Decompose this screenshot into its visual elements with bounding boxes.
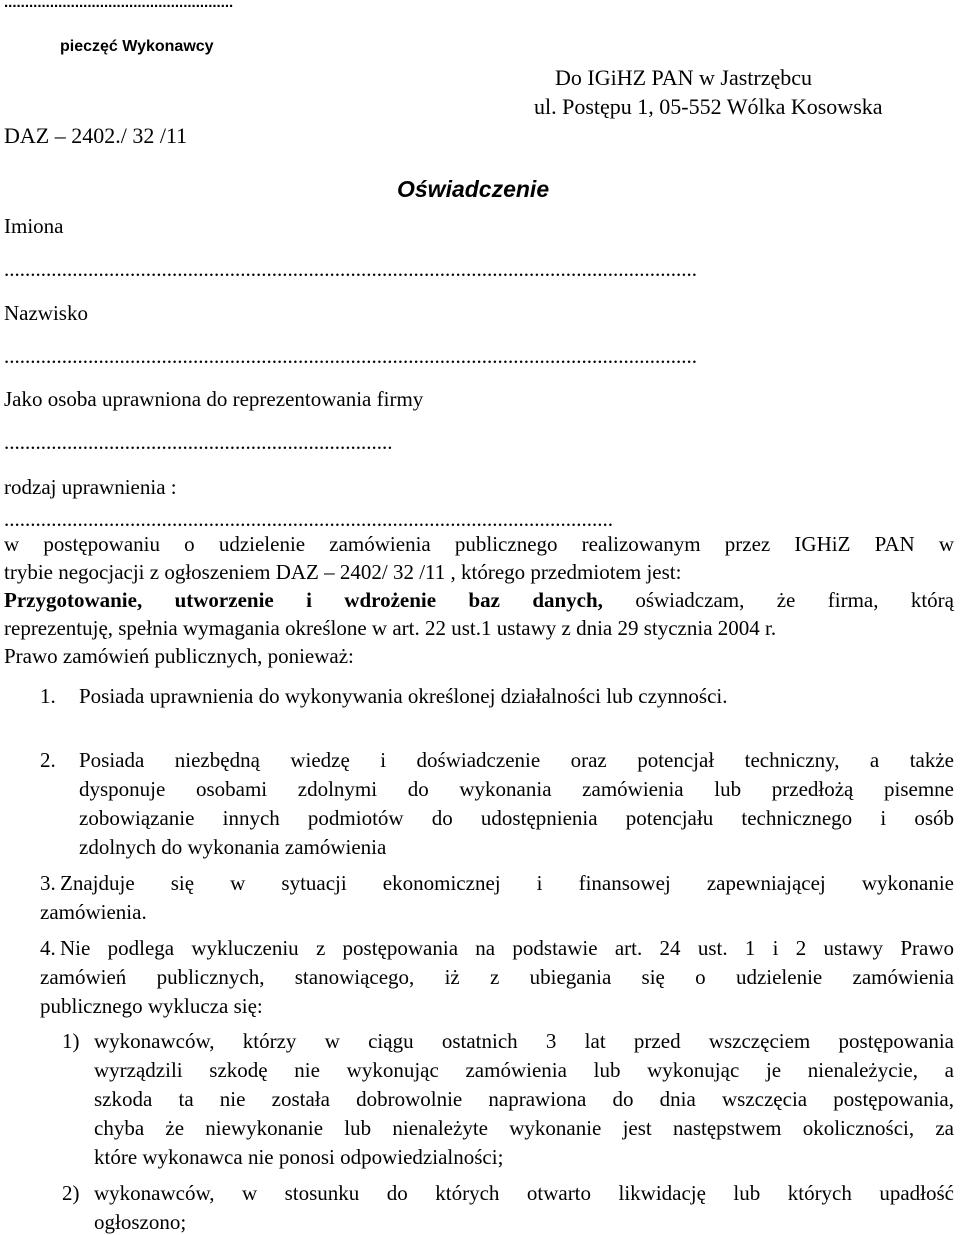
authorization-label: rodzaj uprawnienia : (4, 475, 177, 499)
intro-line-3 (4, 588, 954, 613)
first-names-label: Imiona (4, 214, 64, 238)
intro-line-3-rest: oświadczam, że firma, którą (602, 588, 954, 612)
document-title: Oświadczenie (397, 176, 550, 202)
representative-label: Jako osoba uprawniona do reprezentowania firmy (4, 387, 424, 411)
item-line: Nie podlega wykluczeniu z postępowania na podstawie art. 24 ust. 1 i 2 ustawy Prawo (60, 936, 954, 960)
item-line: zdolnych do wykonania zamówienia (79, 835, 387, 859)
stamp-label: pieczęć Wykonawcy (60, 38, 214, 55)
addressee-line-1: Do IGiHZ PAN w Jastrzębcu (555, 65, 813, 90)
item-line: publicznego wyklucza się: (40, 994, 263, 1018)
item-line: zamówień publicznych, stanowiącego, iż z ubiegania się o udzielenie zamówienia (40, 965, 954, 989)
item-line: zobowiązanie innych podmiotów do udostępnienia potencjału technicznego i osób (79, 806, 954, 830)
subitem-number: 2) (62, 1181, 80, 1205)
intro-line-4: reprezentuję, spełnia wymagania określone w art. 22 ust.1 ustawy z dnia 29 stycznia 2004 r. (4, 616, 777, 640)
subitem-line: wyrządzili szkodę nie wykonując zamówienia lub wykonując je nienależycie, a (94, 1058, 954, 1082)
subject-of-order: Przygotowanie, utworzenie i wdrożenie baz danych, (4, 588, 603, 612)
intro-line-2: trybie negocjacji z ogłoszeniem DAZ – 2402/ 32 /11 , którego przedmiotem jest: (4, 560, 682, 584)
top-dots: ....................................................... (4, 0, 234, 11)
item-number: 4. (40, 936, 56, 960)
item-line: zamówienia. (40, 900, 147, 924)
subitem-line: ogłoszono; (94, 1210, 187, 1234)
item-number: 2. (40, 748, 56, 772)
first-names-field[interactable]: .................................................................................................................................... (4, 257, 697, 281)
item-line: Posiada uprawnienia do wykonywania określonej działalności lub czynności. (79, 684, 728, 708)
intro-line-1: w postępowaniu o udzielenie zamówienia publicznego realizowanym przez IGHiZ PAN w (4, 532, 954, 556)
surname-label: Nazwisko (4, 301, 88, 325)
subitem-line: które wykonawca nie ponosi odpowiedzialności; (94, 1145, 504, 1169)
item-line: Posiada niezbędną wiedzę i doświadczenie oraz potencjał techniczny, a także (79, 748, 954, 772)
reference-number: DAZ – 2402./ 32 /11 (4, 123, 188, 148)
item-line: dysponuje osobami zdolnymi do wykonania zamówienia lub przedłożą pisemne (79, 777, 954, 801)
intro-line-5: Prawo zamówień publicznych, ponieważ: (4, 644, 354, 668)
addressee-line-2: ul. Postępu 1, 05-552 Wólka Kosowska (534, 94, 883, 119)
subitem-line: wykonawców, w stosunku do których otwarto likwidację lub których upadłość (94, 1181, 954, 1205)
item-line: Znajduje się w sytuacji ekonomicznej i finansowej zapewniającej wykonanie (60, 871, 954, 895)
subitem-line: chyba że niewykonanie lub nienależyte wykonanie jest następstwem okoliczności, za (94, 1116, 954, 1140)
subitem-number: 1) (62, 1029, 80, 1053)
item-number: 1. (40, 684, 56, 708)
subitem-line: szkoda ta nie została dobrowolnie naprawiona do dnia wszczęcia postępowania, (94, 1087, 954, 1111)
item-number: 3. (40, 871, 56, 895)
subitem-line: wykonawców, którzy w ciągu ostatnich 3 lat przed wszczęciem postępowania (94, 1029, 954, 1053)
surname-field[interactable]: .................................................................................................................................... (4, 344, 697, 368)
representative-field[interactable]: .......................................................................... (4, 430, 393, 454)
authorization-field[interactable]: .................................................................................................................... (4, 507, 613, 531)
